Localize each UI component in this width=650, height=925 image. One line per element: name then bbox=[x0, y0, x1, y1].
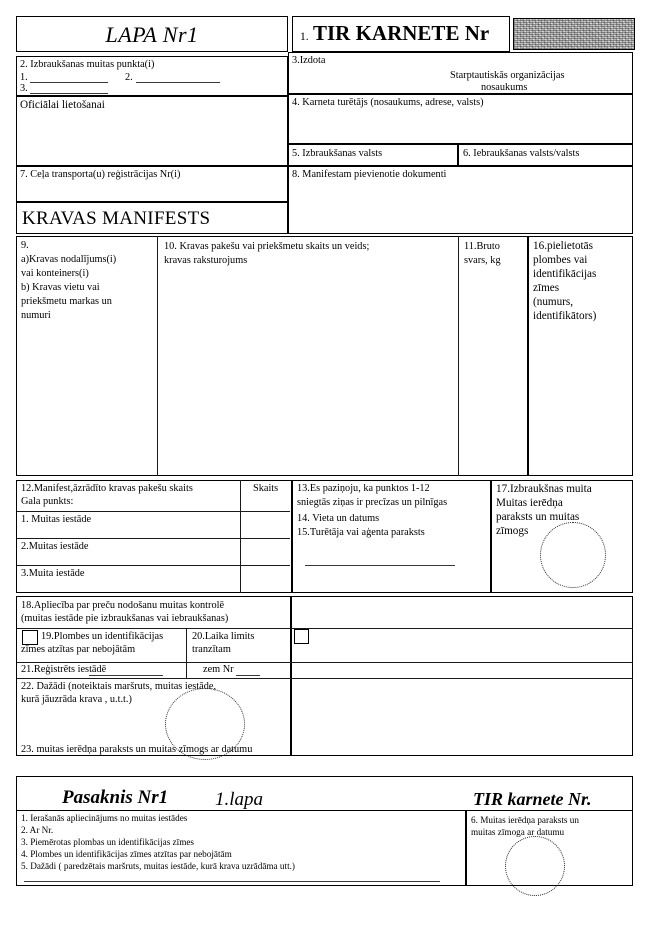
field-12-line-1: 12.Manifest,āzrādīto kravas pakešu skaits bbox=[21, 483, 193, 494]
customs-stamp-circle-17 bbox=[540, 522, 606, 588]
field-2-sub2-rule[interactable] bbox=[136, 82, 220, 83]
field-16-line-1: 16.pielietotās bbox=[533, 240, 593, 252]
field-23-label: 23. muitas ierēdņa paraksts un muitas zīmogs ar datumu bbox=[21, 744, 253, 755]
divider-19-20 bbox=[186, 628, 187, 662]
field-12-row-2-label: 2.Muitas iestāde bbox=[21, 541, 89, 552]
customs-stamp-circle-footer bbox=[505, 836, 565, 896]
field-17-line-4: zīmogs bbox=[496, 525, 529, 537]
field-2-sub2-label: 2. bbox=[125, 72, 133, 83]
manifest-divider-10-11 bbox=[458, 236, 459, 476]
field-5-label: 5. Izbraukšanas valsts bbox=[292, 148, 383, 159]
field-22-line-2: kurā jāuzrāda krava , u.t.t.) bbox=[21, 694, 132, 705]
field-2-sub3-label: 3. bbox=[20, 83, 28, 94]
field-9-line-3: b) Kravas vietu vai bbox=[21, 282, 100, 293]
page-title: LAPA Nr1 bbox=[105, 22, 199, 47]
field-19-right-checkbox[interactable] bbox=[294, 629, 309, 644]
field-20-line-1: 20.Laika limits bbox=[192, 631, 255, 642]
field-9-line-5: numuri bbox=[21, 310, 51, 321]
field-19-line-1: 19.Plombes un identifikācijas bbox=[41, 631, 164, 642]
field-3-org-line-2: nosaukums bbox=[481, 82, 528, 93]
field-21-zem-nr-label: zem Nr bbox=[203, 664, 234, 675]
field-11-line-2: svars, kg bbox=[464, 255, 501, 266]
pasaknis-title: Pasaknis Nr1 bbox=[62, 787, 169, 808]
field-16-line-5: (numurs, bbox=[533, 296, 574, 308]
field-22-line-1: 22. Dažādi (noteiktais maršruts, muitas iestāde, bbox=[21, 681, 217, 692]
field-10-line-2: kravas raksturojums bbox=[164, 255, 248, 266]
field-8-label: 8. Manifestam pievienotie dokumenti bbox=[292, 169, 447, 180]
field-21-zem-nr-rule[interactable] bbox=[236, 675, 260, 676]
footer-item-2: 2. Ar Nr. bbox=[21, 825, 54, 835]
divider-20-21 bbox=[17, 662, 633, 663]
divider-18-19 bbox=[17, 628, 633, 629]
field-14-label: 14. Vieta un datums bbox=[297, 513, 380, 524]
pasaknis-lapa-label: 1.lapa bbox=[215, 789, 264, 810]
field-12-row-divider-3 bbox=[17, 565, 290, 566]
footer-item-4: 4. Plombes un identifikācijas zīmes atzītas par nebojātām bbox=[21, 849, 232, 859]
barcode-texture-block bbox=[513, 18, 635, 50]
manifest-divider-9-10 bbox=[157, 236, 158, 476]
divider-footer-left-right bbox=[465, 810, 467, 886]
field-20-line-2: tranzītam bbox=[192, 644, 231, 655]
field-13-line-1: 13.Es paziņoju, ka punktos 1-12 bbox=[297, 483, 430, 494]
tir-number-prefix: 1. bbox=[300, 31, 309, 43]
divider-13-17 bbox=[490, 480, 492, 593]
field-2-sub1-label: 1. bbox=[20, 72, 28, 83]
field-12-row-1-label: 1. Muitas iestāde bbox=[21, 514, 92, 525]
footer-item-5: 5. Dažādi ( paredzētais maršruts, muitas iestāde, kurā krava uzrādāma utt.) bbox=[21, 861, 295, 871]
field-21-label: 21.Reģistrēts iestādē bbox=[21, 664, 107, 675]
field-18-line-1: 18.Apliecība par preču nodošanu muitas kontrolē bbox=[21, 600, 225, 611]
field-17-line-3: paraksts un muitas bbox=[496, 511, 580, 523]
divider-12-skaits bbox=[240, 480, 241, 593]
field-9-line-1: a)Kravas nodalījums(i) bbox=[21, 254, 117, 265]
field-9-number: 9. bbox=[21, 240, 29, 251]
field-3-org-line-1: Starptautiskās organizācijas bbox=[450, 70, 565, 81]
field-3-label: 3.Izdota bbox=[292, 55, 326, 66]
field-12-row-divider-1 bbox=[17, 511, 290, 512]
field-16-line-6: identifikātors) bbox=[533, 310, 597, 322]
field-15-label: 15.Turētāja vai aģenta paraksts bbox=[297, 527, 425, 538]
field-16-line-3: identifikācijas bbox=[533, 268, 597, 280]
field-17-line-1: 17.Izbraukšnas muita bbox=[496, 483, 592, 495]
field-7-label: 7. Ceļa transporta(u) reģistrācijas Nr(i) bbox=[20, 169, 181, 180]
field-12-line-2: Gala punkts: bbox=[21, 496, 74, 507]
field-12-row-3-label: 3.Muita iestāde bbox=[21, 568, 85, 579]
field-6-label: 6. Iebraukšanas valsts/valsts bbox=[463, 148, 580, 159]
field-17-line-2: Muitas ierēdņa bbox=[496, 497, 563, 509]
field-15-signature-rule[interactable] bbox=[305, 565, 455, 566]
field-9-line-2: vai konteiners(i) bbox=[21, 268, 89, 279]
field-19-line-2: zīmes atzītas par nebojātām bbox=[21, 644, 136, 655]
field-2-sub1-rule[interactable] bbox=[30, 82, 108, 83]
field-19-checkbox[interactable] bbox=[22, 630, 38, 645]
footer-field-6-line-1: 6. Muitas ierēdņa paraksts un bbox=[471, 815, 579, 825]
field-12-row-divider-2 bbox=[17, 538, 290, 539]
official-use-label: Oficiālai lietošanai bbox=[20, 99, 105, 111]
divider-21-zemnr bbox=[186, 662, 187, 678]
footer-field-6-line-2: muitas zīmoga ar datumu bbox=[471, 827, 565, 837]
footer-tir-karnete-nr: TIR karnete Nr. bbox=[473, 789, 592, 809]
footer-signature-rule[interactable] bbox=[24, 881, 440, 882]
divider-21-22 bbox=[17, 678, 633, 679]
field-12-skaits-header: Skaits bbox=[253, 483, 279, 494]
field-18-line-2: (muitas iestāde pie izbraukšanas vai iebraukšanas) bbox=[21, 613, 229, 624]
field-21-rule[interactable] bbox=[89, 675, 163, 676]
footer-item-3: 3. Piemērotas plombas un identifikācijas zīmes bbox=[21, 837, 194, 847]
field-16-line-4: zīmes bbox=[533, 282, 560, 294]
divider-12-13 bbox=[291, 480, 293, 593]
field-2-label: 2. Izbraukšanas muitas punkta(i) bbox=[20, 59, 155, 70]
field-10-line-1: 10. Kravas pakešu vai priekšmetu skaits un veids; bbox=[164, 241, 370, 252]
field-2-sub3-rule[interactable] bbox=[30, 93, 108, 94]
field-13-line-2: sniegtās ziņas ir precīzas un pilnīgas bbox=[297, 497, 448, 508]
field-11-line-1: 11.Bruto bbox=[464, 241, 500, 252]
field-16-line-2: plombes vai bbox=[533, 254, 588, 266]
field-9-line-4: priekšmetu markas un bbox=[21, 296, 112, 307]
footer-item-1: 1. Ierašanās apliecinājums no muitas iestādes bbox=[21, 813, 188, 823]
manifest-divider-11-16 bbox=[527, 236, 529, 476]
kravas-manifests-title: KRAVAS MANIFESTS bbox=[22, 208, 211, 229]
divider-left-right-18-23 bbox=[290, 596, 292, 756]
tir-karnete-title: TIR KARNETE Nr bbox=[313, 21, 490, 45]
field-4-label: 4. Karneta turētājs (nosaukums, adrese, valsts) bbox=[292, 97, 484, 108]
